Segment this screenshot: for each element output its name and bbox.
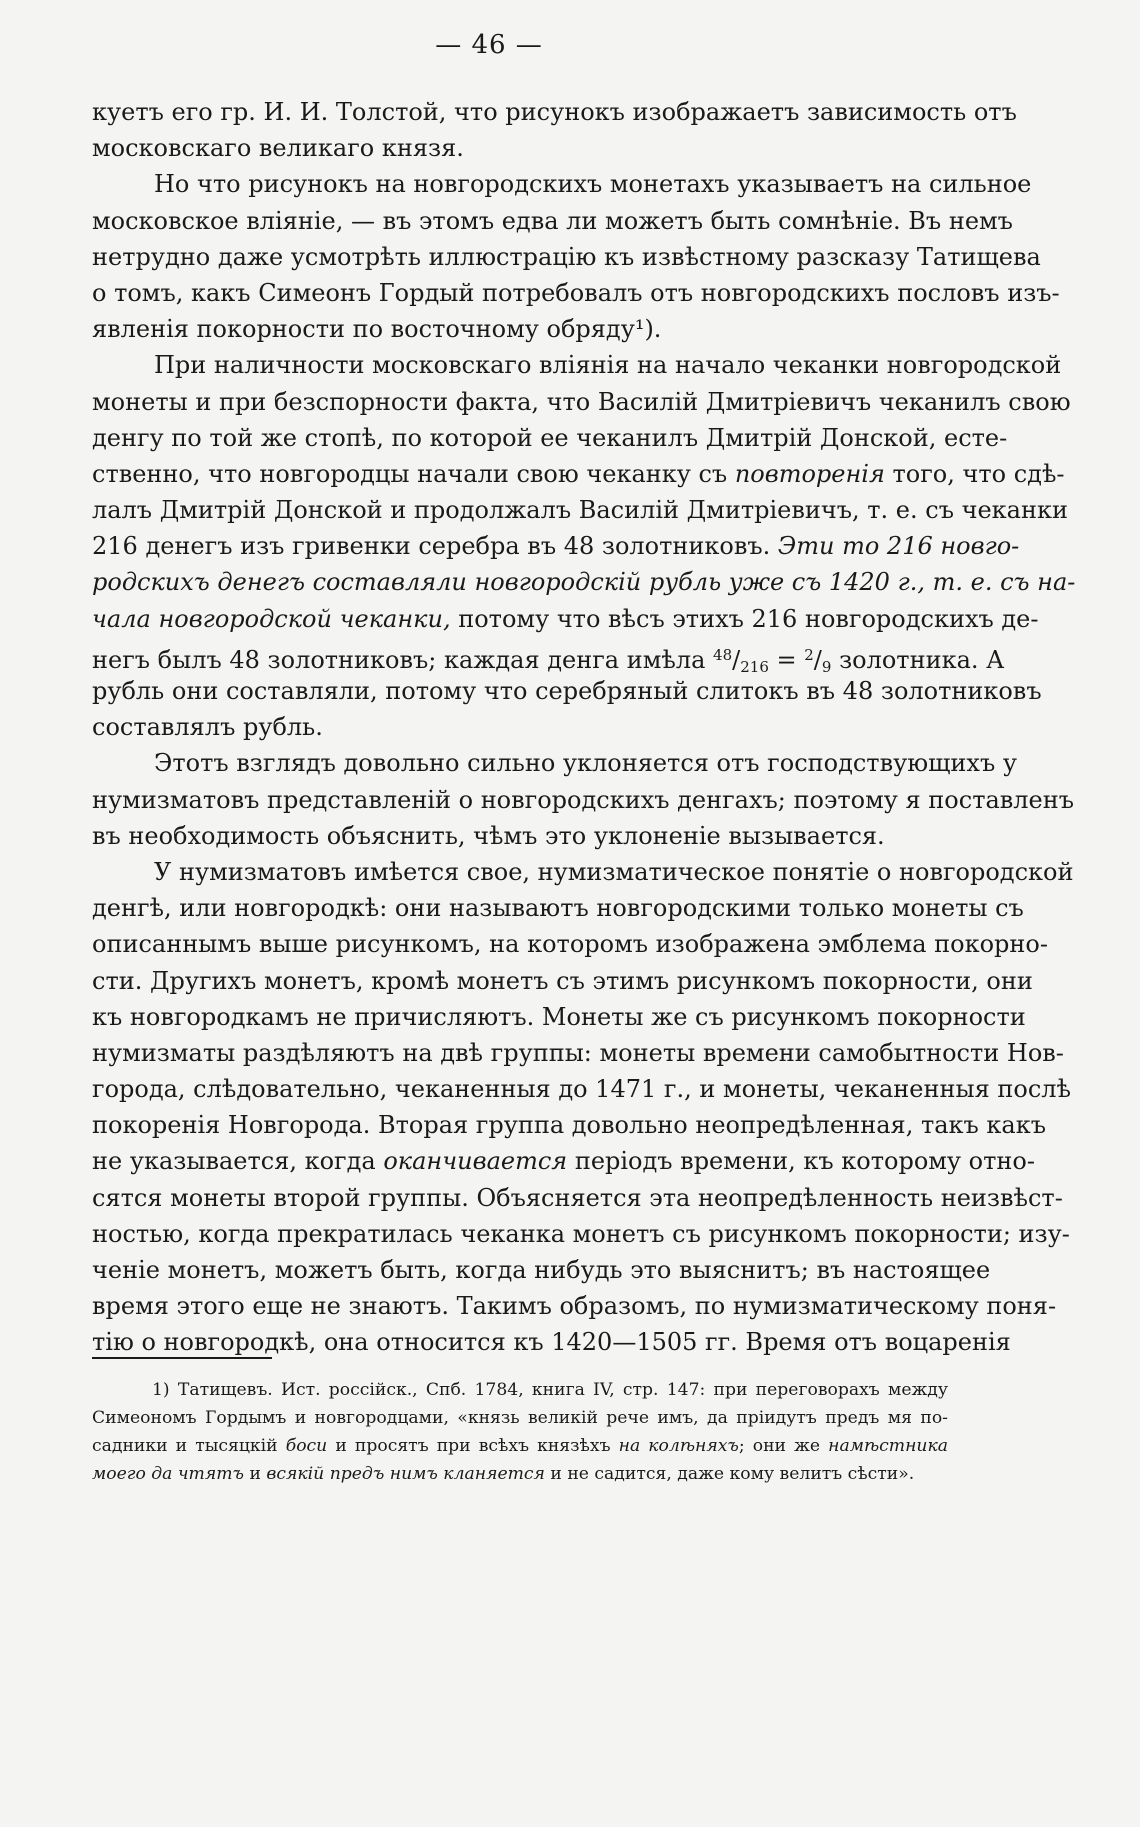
text-line: денгѣ, или новгородкѣ: они называютъ новгородскими только монеты съ	[92, 894, 1024, 923]
text-run: того, что сдѣ-	[884, 459, 1065, 488]
text-line	[92, 528, 1020, 564]
text-run: потому что вѣсъ этихъ 216 новгородскихъ де-	[450, 604, 1039, 633]
text-line: У нумизматовъ имѣется свое, нумизматическое понятіе о новгородской	[154, 857, 1074, 886]
equals-sign: =	[768, 645, 805, 674]
text-run: негъ былъ 48 золотниковъ; каждая денга имѣла	[92, 645, 714, 674]
italic-run: намѣстника	[828, 1436, 948, 1456]
text-line: составлялъ рубль.	[92, 713, 323, 742]
text-line: московское вліяніе, — въ этомъ едва ли можетъ быть сомнѣніе. Въ немъ	[92, 206, 1013, 235]
footnote-separator	[92, 1357, 272, 1359]
footnote-line: Симеономъ Гордымъ и новгородцами, «князь великій рече имъ, да пріидутъ предъ мя по-	[92, 1408, 948, 1428]
text-run: золотника. А	[831, 645, 1005, 674]
text-line: города, слѣдовательно, чеканенныя до 1471 г., и монеты, чеканенныя послѣ	[92, 1075, 1071, 1104]
italic-run: родскихъ денегъ составляли новгородскій рубль уже съ 1420 г., т. е. съ на-	[92, 568, 1076, 597]
text-line: тію о новгородкѣ, она относится къ 1420—1505 гг. Время отъ воцаренія	[92, 1328, 1011, 1357]
text-line: покоренія Новгорода. Вторая группа довольно неопредѣленная, такъ какъ	[92, 1111, 1047, 1140]
text-run: періодъ времени, къ которому отно-	[567, 1147, 1035, 1176]
italic-run: всякій предъ нимъ кланяется	[266, 1464, 545, 1484]
text-run: и не садится, даже кому велитъ сѣсти».	[544, 1464, 915, 1484]
fraction-numerator: 48	[713, 645, 733, 664]
text-run: и просятъ при всѣхъ князѣхъ	[327, 1436, 619, 1456]
text-line	[92, 456, 1065, 492]
text-line: въ необходимость объяснить, чѣмъ это уклоненіе вызывается.	[92, 821, 885, 850]
page-number: — 46 —	[435, 30, 543, 60]
text-line: негъ былъ 48 золотниковъ; каждая денга имѣла $^{48}$/216 = $^2$/9 золотника. А	[92, 645, 1005, 676]
footnotes	[92, 1376, 948, 1488]
text-line: ностью, когда прекратилась чеканка монетъ съ рисункомъ покорности; изу-	[92, 1219, 1070, 1248]
fraction-numerator: 2	[804, 645, 814, 664]
text-line: Этотъ взглядъ довольно сильно уклоняется отъ господствующихъ у	[154, 749, 1017, 778]
text-run: не указывается, когда	[92, 1147, 384, 1176]
italic-run: чала новгородской чеканки,	[92, 604, 451, 633]
italic-run: на колѣняхъ	[618, 1436, 739, 1456]
text-line: сятся монеты второй группы. Объясняется эта неопредѣленность неизвѣст-	[92, 1183, 1063, 1212]
fraction-denominator: 9	[821, 657, 832, 676]
italic-run: оканчивается	[383, 1147, 568, 1176]
italic-run: моего да чтятъ	[92, 1464, 244, 1484]
text-line: куетъ его гр. И. И. Толстой, что рисунокъ изображаетъ зависимость отъ	[92, 98, 1017, 126]
text-line: московскаго великаго князя.	[92, 134, 464, 163]
text-line: При наличности московскаго вліянія на начало чеканки новгородской	[154, 351, 1062, 380]
text-line: нумизматы раздѣляютъ на двѣ группы: монеты времени самобытности Нов-	[92, 1038, 1064, 1067]
text-line: лалъ Дмитрій Донской и продолжалъ Василій Дмитріевичъ, т. е. съ чеканки	[92, 496, 1068, 525]
text-line: сти. Другихъ монетъ, кромѣ монетъ съ этимъ рисункомъ покорности, они	[92, 966, 1033, 995]
text-line: Но что рисунокъ на новгородскихъ монетахъ указываетъ на сильное	[154, 170, 1032, 199]
text-line: описаннымъ выше рисункомъ, на которомъ изображена эмблема покорно-	[92, 930, 1048, 959]
italic-run: повторенія	[734, 459, 885, 488]
italic-run: боси	[285, 1436, 328, 1456]
text-line: нетрудно даже усмотрѣть иллюстрацію къ извѣстному разсказу Татищева	[92, 242, 1041, 271]
italic-run: Эти то 216 новго-	[777, 532, 1020, 561]
footnote-line	[92, 1432, 948, 1460]
text-run: садники и тысяцкій	[92, 1436, 286, 1456]
text-run: ственно, что новгородцы начали свою чеканку съ	[92, 459, 735, 488]
text-line: монеты и при безспорности факта, что Василій Дмитріевичъ чеканилъ свою	[92, 387, 1071, 416]
footnote-line	[92, 1460, 948, 1488]
text-line	[92, 601, 1039, 637]
footnote-line: 1) Татищевъ. Ист. россійск., Спб. 1784, книга IV, стр. 147: при переговорахъ между	[152, 1380, 948, 1400]
text-line: рубль они составляли, потому что серебряный слитокъ въ 48 золотниковъ	[92, 677, 1042, 705]
text-line: время этого еще не знаютъ. Такимъ образомъ, по нумизматическому поня-	[92, 1292, 1057, 1321]
text-line	[92, 1143, 1035, 1179]
text-run: 216 денегъ изъ гривенки серебра въ 48 золотниковъ.	[92, 532, 778, 561]
text-line: нумизматовъ представленій о новгородскихъ денгахъ; поэтому я поставленъ	[92, 785, 1075, 814]
fraction-denominator: 216	[740, 657, 769, 676]
main-text	[92, 94, 1076, 1361]
text-line: явленія покорности по восточному обряду¹).	[92, 315, 662, 344]
text-line	[92, 564, 1076, 600]
text-line: къ новгородкамъ не причисляютъ. Монеты же съ рисункомъ покорности	[92, 1002, 1026, 1031]
text-line: ченіе монетъ, можетъ быть, когда нибудь это выяснитъ; въ настоящее	[92, 1256, 991, 1284]
text-run: ; они же	[738, 1436, 829, 1456]
text-run: и	[244, 1464, 267, 1484]
text-line: денгу по той же стопѣ, по которой ее чеканилъ Дмитрій Донской, есте-	[92, 423, 1008, 452]
text-line: о томъ, какъ Симеонъ Гордый потребовалъ отъ новгородскихъ пословъ изъ-	[92, 278, 1060, 307]
